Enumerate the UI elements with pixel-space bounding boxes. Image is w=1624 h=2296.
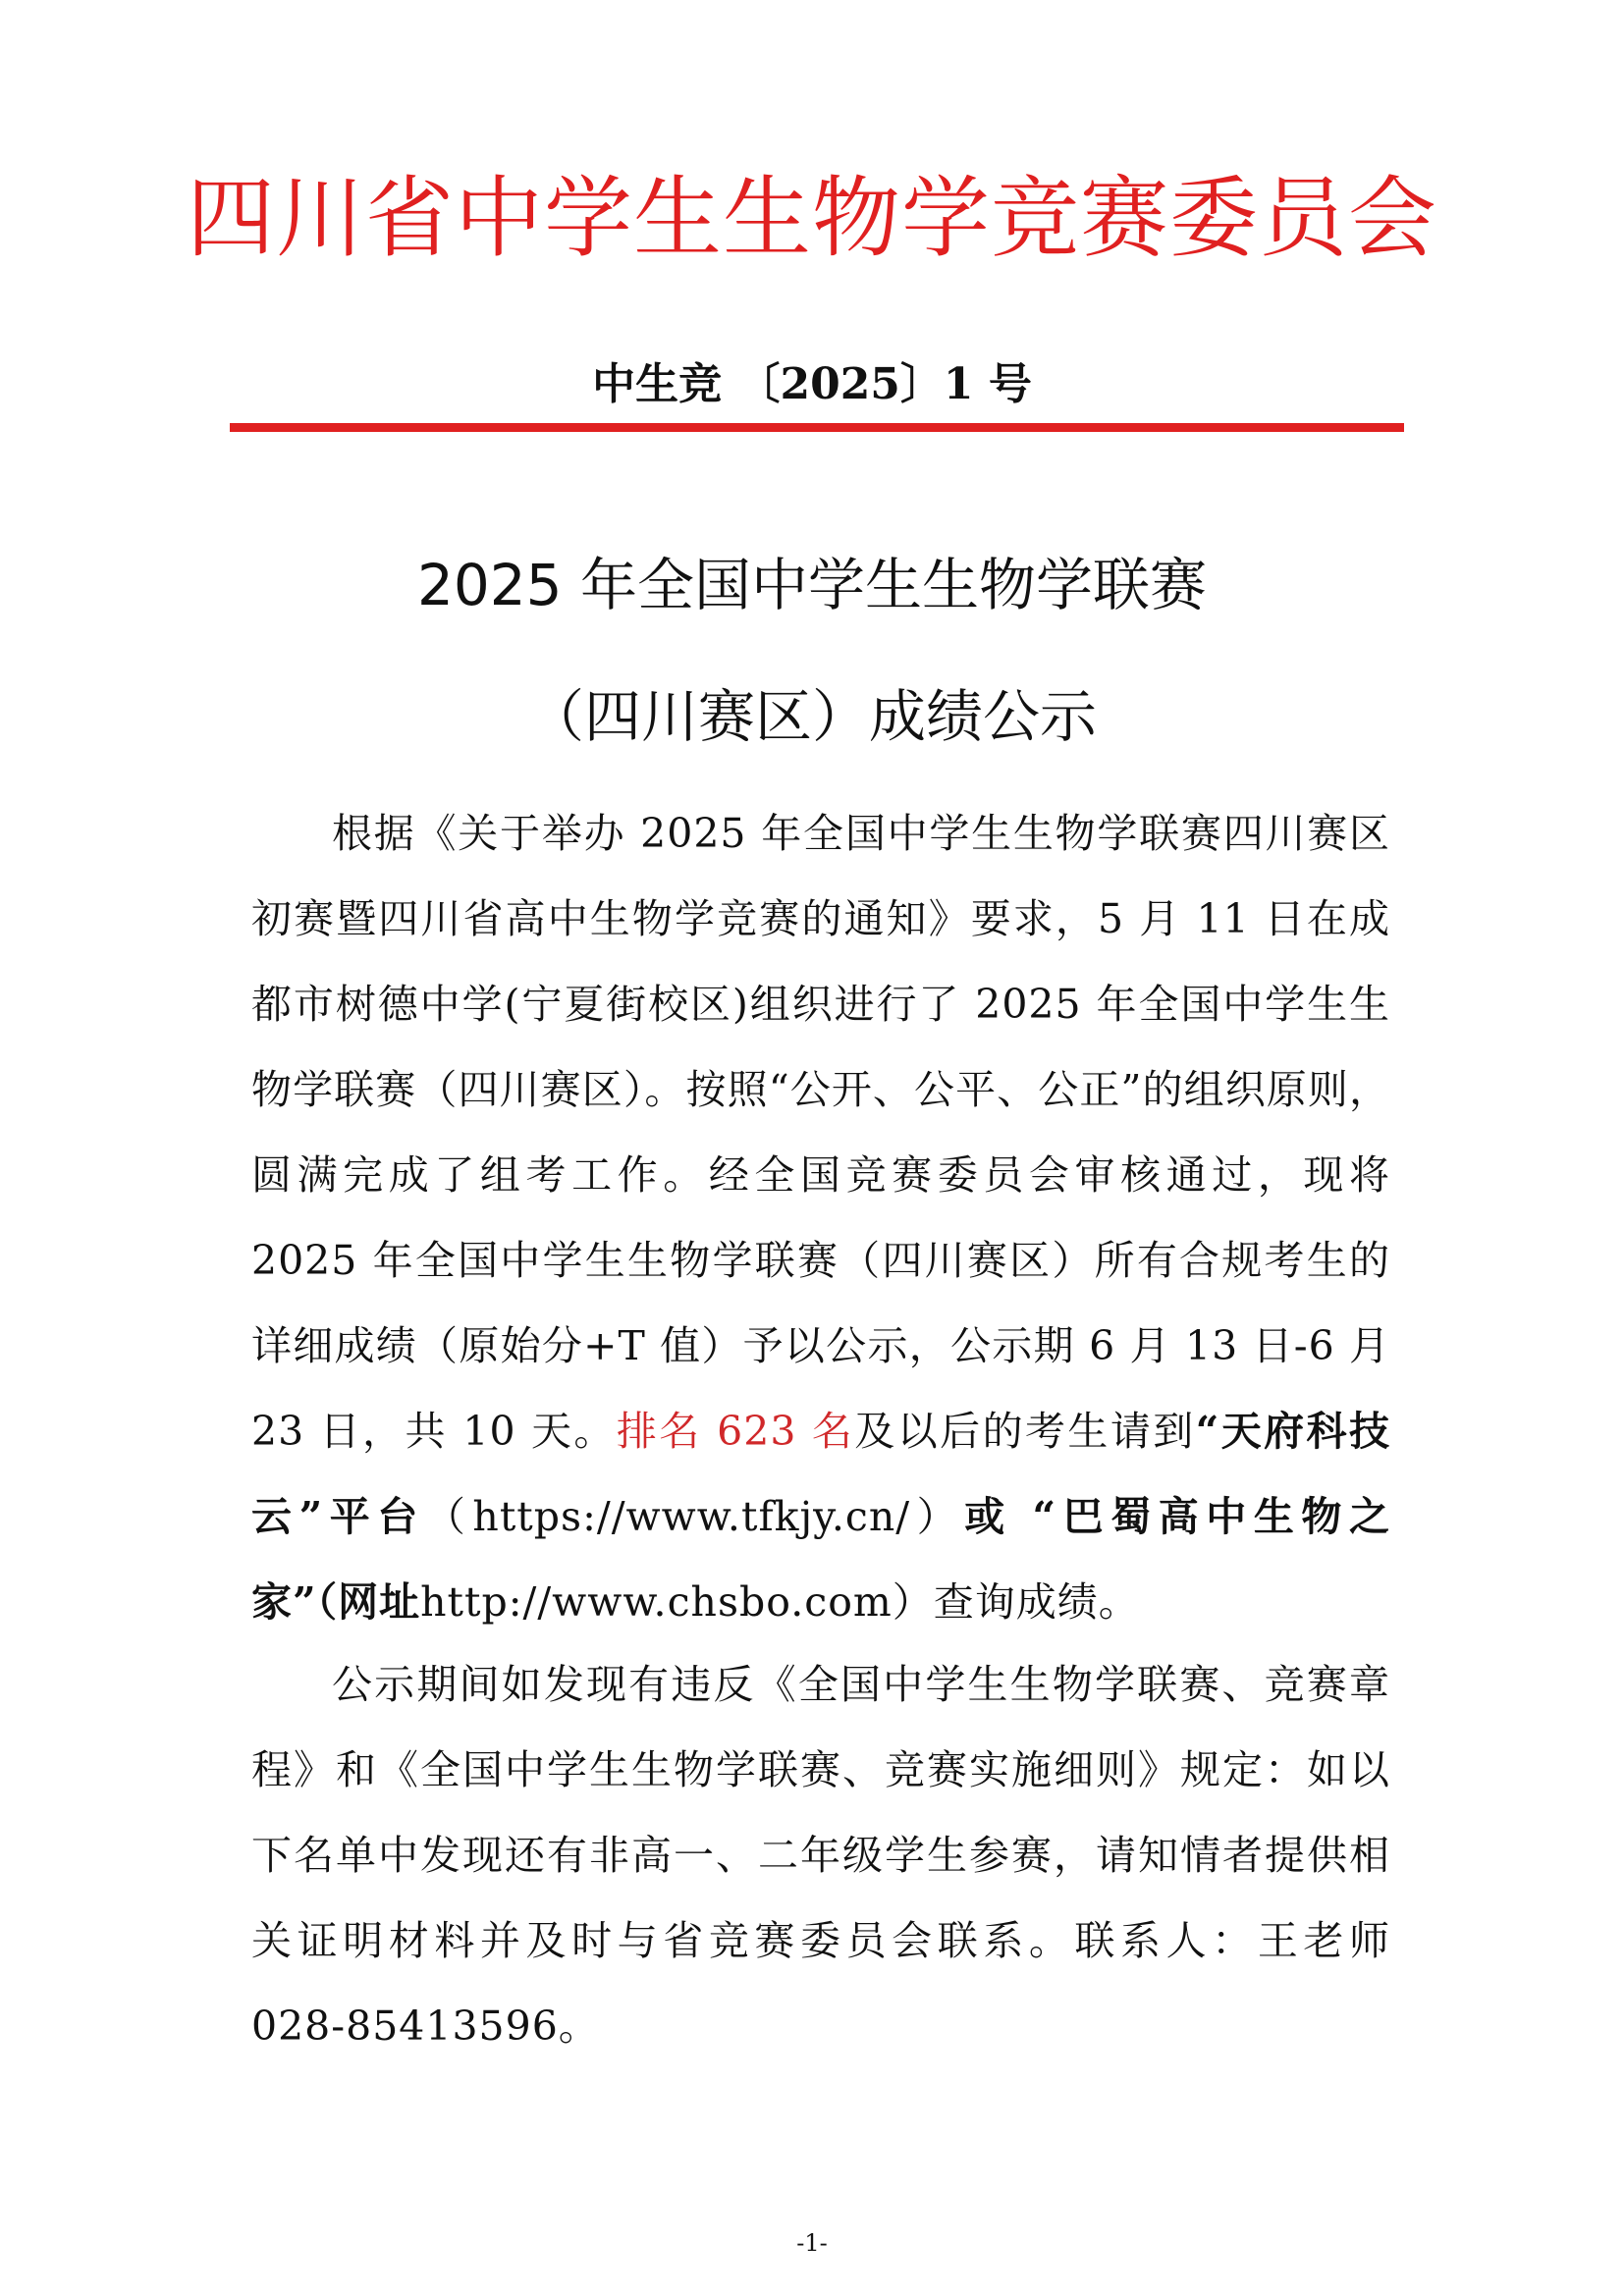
red-divider — [230, 423, 1404, 432]
body-paragraph-1 — [251, 791, 1390, 1645]
paragraph-1-end: ）查询成绩。 — [892, 1578, 1140, 1626]
or-text: 或 — [964, 1493, 1012, 1540]
page-number: -1- — [796, 2229, 828, 2257]
platform-name-tianfu: “天府科技云”平台 — [251, 1408, 1390, 1540]
paragraph-1-text: 根据《关于举办 2025 年全国中学生生物学联赛四川赛区初赛暨四川省高中生物学竞赛的通知》要求，5 月 11 日在成都市树德中学(宁夏街校区)组织进行了 2025 年全国中学生生物学联赛（四川赛区）。按照“公开、公平、公正”的组织原则，圆满完成了组考工作。经全国竞赛委员会审核通过，现将 2025 年全国中学生生物学联赛（四川赛区）所有合规考生的详细成绩（原始分+T 值）予以公示，公示期 6 月 13 日-6 月 23 日，共 10 天。 — [251, 810, 1390, 1455]
platform-name-bashu: “巴蜀高中生物之家”（网址 — [251, 1493, 1390, 1626]
rank-highlight: 排名 623 名 — [616, 1408, 855, 1455]
body-paragraph-2: 公示期间如发现有违反《全国中学生生物学联赛、竞赛章程》和《全国中学生生物学联赛、竞赛实施细则》规定：如以下名单中发现还有非高一、二年级学生参赛，请知情者提供相关证明材料并及时与省竞赛委员会联系。联系人：王老师 028-85413596。 — [251, 1661, 1390, 2050]
document-title-line-1: 2025 年全国中学生生物学联赛 — [416, 552, 1208, 618]
document-number: 中生竞 〔2025〕1 号 — [592, 359, 1032, 409]
platform-url-tianfu: （https://www.tfkjy.cn/） — [424, 1493, 965, 1540]
document-title-line-2: （四川赛区）成绩公示 — [526, 683, 1097, 750]
paragraph-1-continuation: 及以后的考生请到 — [854, 1408, 1196, 1455]
platform-url-bashu: http://www.chsbo.com — [420, 1578, 893, 1626]
org-header: 四川省中学生生物学竞赛委员会 — [187, 167, 1437, 270]
